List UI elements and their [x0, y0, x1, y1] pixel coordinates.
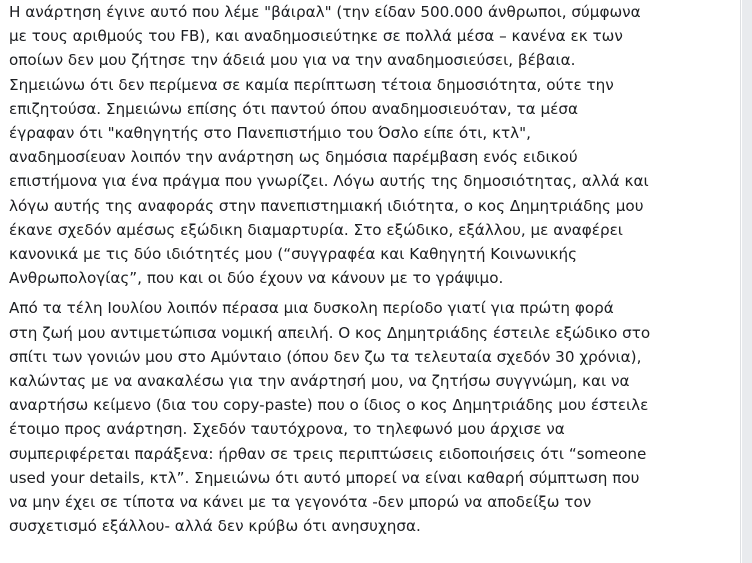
text-line: στη ζωή μου αντιμετώπισα νομική απειλή. Ο κος Δημητριάδης έστειλε εξώδικο στο	[9, 323, 651, 342]
text-line: κανονικά με τις δύο ιδιότητές μου (“συγγραφέα και Καθηγητή Κοινωνικής	[9, 245, 578, 264]
text-line: αναρτήσω κείμενο (δια του copy-paste) που ο ίδιος ο κος Δημητριάδης μου έστειλε	[9, 396, 649, 415]
post-paragraph-1	[9, 0, 737, 290]
text-line: έκανε σχεδόν αμέσως εξώδικη διαμαρτυρία. Στο εξώδικο, εξάλλου, με αναφέρει	[9, 220, 623, 239]
text-line: Σημειώνω ότι δεν περίμενα σε καμία περίπτωση τέτοια δημοσιότητα, ούτε την	[9, 75, 614, 94]
text-line: αναδημοσίευαν λοιπόν την ανάρτηση ως δημόσια παρέμβαση ενός ειδικού	[9, 148, 578, 167]
text-line: καλώντας με να ανακαλέσω για την ανάρτησή μου, να ζητήσω συγγνώμη, και να	[9, 372, 630, 391]
text-line: επιζητούσα. Σημειώνω επίσης ότι παντού όπου αναδημοσιευόταν, τα μέσα	[9, 99, 579, 118]
post-paragraph-2	[9, 296, 737, 538]
text-line: έτοιμο προς ανάρτηση. Σχεδόν ταυτόχρονα, το τηλεφωνό μου άρχισε να	[9, 420, 565, 439]
text-line: οποίων δεν μου ζήτησε την άδειά μου για να την αναδημοσιεύσει, βέβαια.	[9, 51, 576, 70]
text-line: σπίτι των γονιών μου στο Αμύνταιο (όπου δεν ζω τα τελευταία σχεδόν 30 χρόνια),	[9, 347, 642, 366]
text-line: Η ανάρτηση έγινε αυτό που λέμε "βάιραλ" (την είδαν 500.000 άνθρωποι, σύμφωνα	[9, 3, 641, 21]
post-body-text	[9, 0, 737, 538]
text-line: να μην έχει σε τίποτα να κάνει με τα γεγονότα -δεν μπορώ να αποδείξω τον	[9, 493, 592, 512]
text-line: επιστήμονα για ένα πράγμα που γνωρίζει. Λόγω αυτής της δημοσιότητας, αλλά και	[9, 172, 649, 191]
text-line: Από τα τέλη Ιουλίου λοιπόν πέρασα μια δυσκολη περίοδο γιατί για πρώτη φορά	[9, 299, 614, 318]
text-line: συμπεριφέρεται παράξενα: ήρθαν σε τρεις περιπτώσεις ειδοποιήσεις ότι “someone	[9, 444, 647, 463]
text-line: λόγω αυτής της αναφοράς στην πανεπιστημιακή ιδιότητα, ο κος Δημητριάδης μου	[9, 196, 644, 215]
text-line: συσχετισμό εξάλλου- αλλά δεν κρύβω ότι ανησυχησα.	[9, 517, 421, 536]
text-line: Ανθρωπολογίας”, που και οι δύο έχουν να κάνουν με το γράψιμο.	[9, 269, 504, 288]
page-background-strip	[742, 0, 752, 563]
text-line: με τους αριθμούς του FB), και αναδημοσιεύτηκε σε πολλά μέσα – κανένα εκ των	[9, 27, 623, 46]
text-line: έγραφαν ότι "καθηγητής στο Πανεπιστήμιο του Όσλο είπε ότι, κτλ",	[9, 124, 531, 143]
text-line: used your details, κτλ”. Σημειώνω ότι αυτό μπορεί να είναι καθαρή σύμπτωση που	[9, 468, 640, 487]
